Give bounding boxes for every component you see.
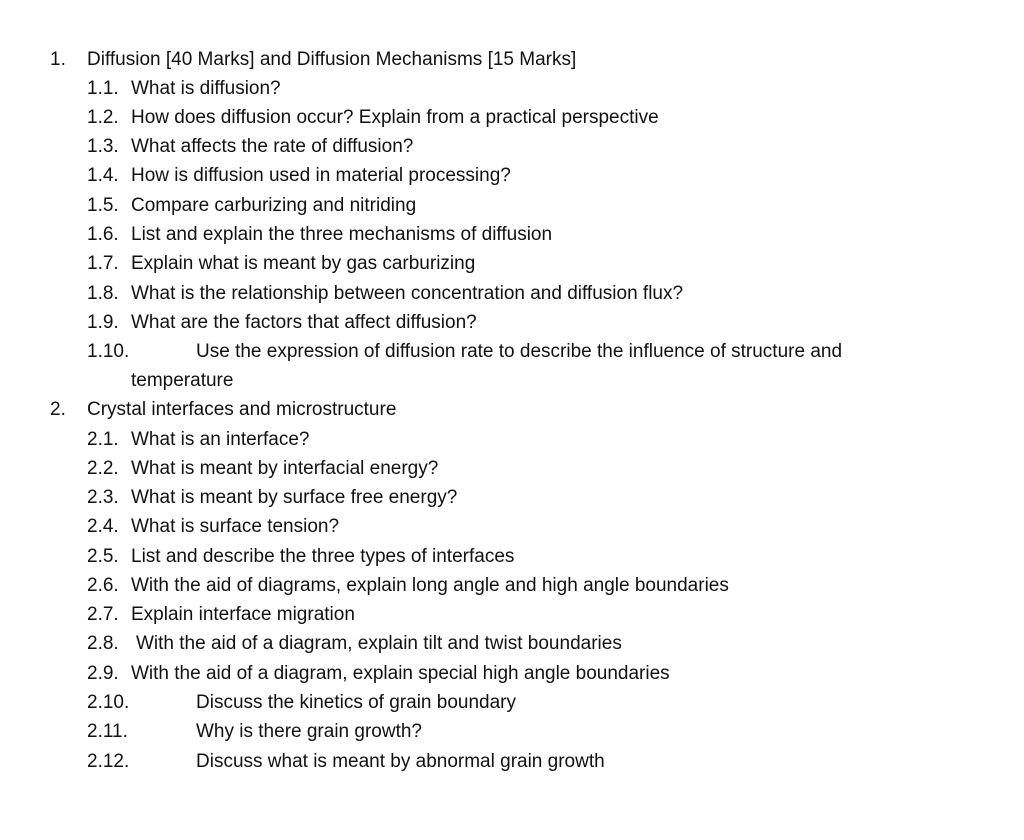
item-text: Use the expression of diffusion rate to describe the influence of structure and (196, 341, 843, 362)
item-text: What is meant by surface free energy? (131, 487, 458, 508)
item-number: 2.4. (87, 516, 119, 537)
item-text: Explain what is meant by gas carburizing (131, 253, 476, 274)
item-number: 2.6. (87, 575, 119, 596)
item-number: 2.5. (87, 546, 119, 567)
item-text: What are the factors that affect diffusion? (131, 312, 477, 333)
item-text: List and describe the three types of interfaces (131, 546, 515, 567)
item-number: 1.2. (87, 107, 119, 128)
item-text: Compare carburizing and nitriding (131, 195, 417, 216)
item-number: 2.11. (87, 721, 128, 742)
item-text: Why is there grain growth? (196, 721, 422, 742)
item-text: Explain interface migration (131, 604, 355, 625)
item-number: 1.1. (87, 78, 119, 99)
item-number: 2.8. (87, 633, 119, 654)
item-text: With the aid of diagrams, explain long angle and high angle boundaries (131, 575, 729, 596)
item-number: 1.6. (87, 224, 119, 245)
item-number: 1.8. (87, 283, 119, 304)
item-number: 1.9. (87, 312, 119, 333)
item-number: 2.3. (87, 487, 119, 508)
item-text: How does diffusion occur? Explain from a practical perspective (131, 107, 659, 128)
item-text: With the aid of a diagram, explain tilt and twist boundaries (136, 633, 622, 654)
item-text: Discuss the kinetics of grain boundary (196, 692, 516, 713)
item-text: What is the relationship between concentration and diffusion flux? (131, 283, 684, 304)
item-number: 1.5. (87, 195, 119, 216)
item-number: 1.3. (87, 136, 119, 157)
section-title: Crystal interfaces and microstructure (87, 399, 397, 420)
item-text: What is an interface? (131, 429, 310, 450)
item-text: What affects the rate of diffusion? (131, 136, 414, 157)
item-number: 1.7. (87, 253, 119, 274)
item-text: How is diffusion used in material processing? (131, 165, 511, 186)
item-text: List and explain the three mechanisms of diffusion (131, 224, 553, 245)
item-number: 2.1. (87, 429, 119, 450)
item-number: 2.10. (87, 692, 130, 713)
item-number: 2.12. (87, 751, 130, 772)
item-number: 1.10. (87, 341, 130, 362)
item-text: With the aid of a diagram, explain special high angle boundaries (131, 663, 670, 684)
item-number: 2.2. (87, 458, 119, 479)
item-number: 2.7. (87, 604, 119, 625)
section-number: 1. (50, 49, 66, 70)
item-text: What is meant by interfacial energy? (131, 458, 439, 479)
item-number: 2.9. (87, 663, 119, 684)
section-number: 2. (50, 399, 66, 420)
item-number: 1.4. (87, 165, 119, 186)
item-text: What is surface tension? (131, 516, 340, 537)
item-text: Discuss what is meant by abnormal grain growth (196, 751, 605, 772)
item-text: What is diffusion? (131, 78, 281, 99)
section-title: Diffusion [40 Marks] and Diffusion Mechanisms [15 Marks] (87, 49, 577, 70)
item-text-continuation: temperature (131, 370, 234, 391)
